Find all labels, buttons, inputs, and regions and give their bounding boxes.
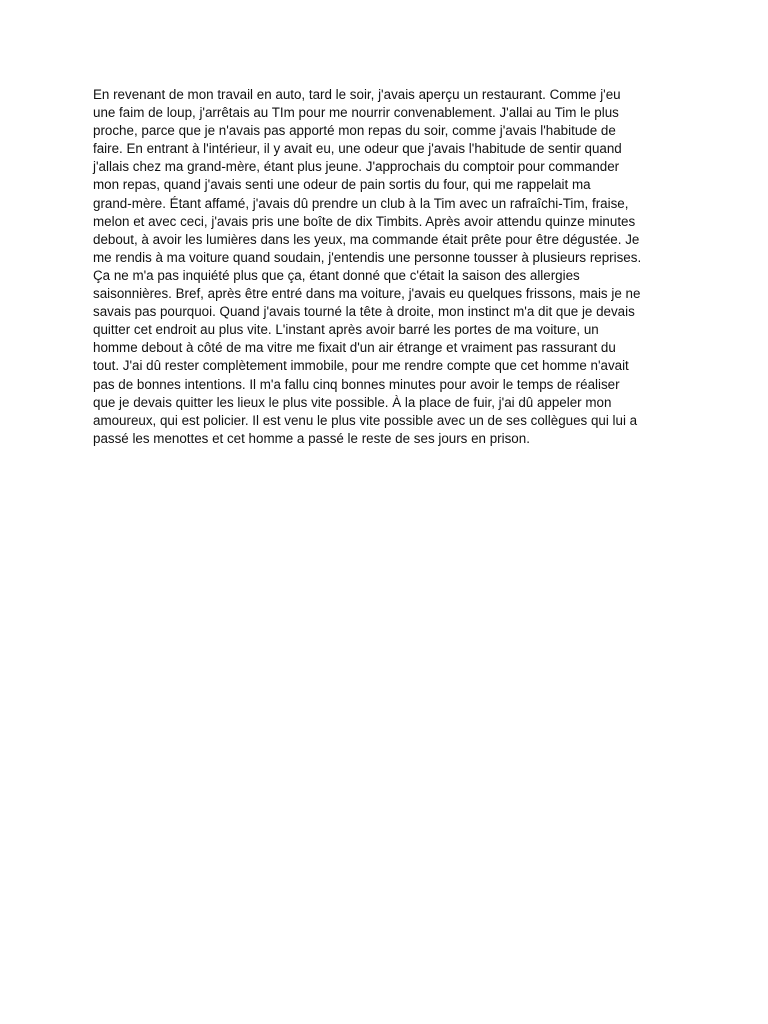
paragraph-line: grand-mère. Étant affamé, j'avais dû prendre un club à la Tim avec un rafraîchi-Tim, fraise, xyxy=(93,195,629,211)
paragraph-line: quitter cet endroit au plus vite. L'instant après avoir barré les portes de ma voiture, un xyxy=(93,322,599,338)
paragraph-line: homme debout à côté de ma vitre me fixait d'un air étrange et vraiment pas rassurant du xyxy=(93,340,616,356)
paragraph-line: j'allais chez ma grand-mère, étant plus jeune. J'approchais du comptoir pour commander xyxy=(93,159,620,175)
paragraph-line: proche, parce que je n'avais pas apporté mon repas du soir, comme j'avais l'habitude de xyxy=(93,123,616,139)
paragraph-line: saisonnières. Bref, après être entré dans ma voiture, j'avais eu quelques frissons, mais je ne xyxy=(93,286,641,302)
paragraph-line: Ça ne m'a pas inquiété plus que ça, étant donné que c'était la saison des allergies xyxy=(93,267,580,283)
paragraph-line: me rendis à ma voiture quand soudain, j'entendis une personne tousser à plusieurs reprises. xyxy=(93,249,642,265)
paragraph-line: debout, à avoir les lumières dans les yeux, ma commande était prête pour être dégustée. Je xyxy=(93,231,640,247)
paragraph-line: amoureux, qui est policier. Il est venu le plus vite possible avec un de ses collègues qui lui a xyxy=(93,412,638,428)
paragraph-line: mon repas, quand j'avais senti une odeur de pain sortis du four, qui me rappelait ma xyxy=(93,177,591,193)
paragraph-line: pas de bonnes intentions. Il m'a fallu cinq bonnes minutes pour avoir le temps de réaliser xyxy=(93,376,620,392)
paragraph-line: savais pas pourquoi. Quand j'avais tourné la tête à droite, mon instinct m'a dit que je devais xyxy=(93,304,635,320)
paragraph-line: faire. En entrant à l'intérieur, il y avait eu, une odeur que j'avais l'habitude de sentir quand xyxy=(93,141,622,157)
paragraph-line: melon et avec ceci, j'avais pris une boîte de dix Timbits. Après avoir attendu quinze minutes xyxy=(93,213,636,229)
paragraph-line: passé les menottes et cet homme a passé le reste de ses jours en prison. xyxy=(93,430,530,446)
paragraph-line: que je devais quitter les lieux le plus vite possible. À la place de fuir, j'ai dû appeler mon xyxy=(93,394,612,410)
paragraph-line: tout. J'ai dû rester complètement immobile, pour me rendre compte que cet homme n'avait xyxy=(93,358,629,374)
paragraph-line: une faim de loup, j'arrêtais au TIm pour me nourrir convenablement. J'allai au Tim le plus xyxy=(93,105,619,121)
story-paragraph xyxy=(93,86,693,448)
paragraph-line: En revenant de mon travail en auto, tard le soir, j'avais aperçu un restaurant. Comme j'eu xyxy=(93,87,621,102)
